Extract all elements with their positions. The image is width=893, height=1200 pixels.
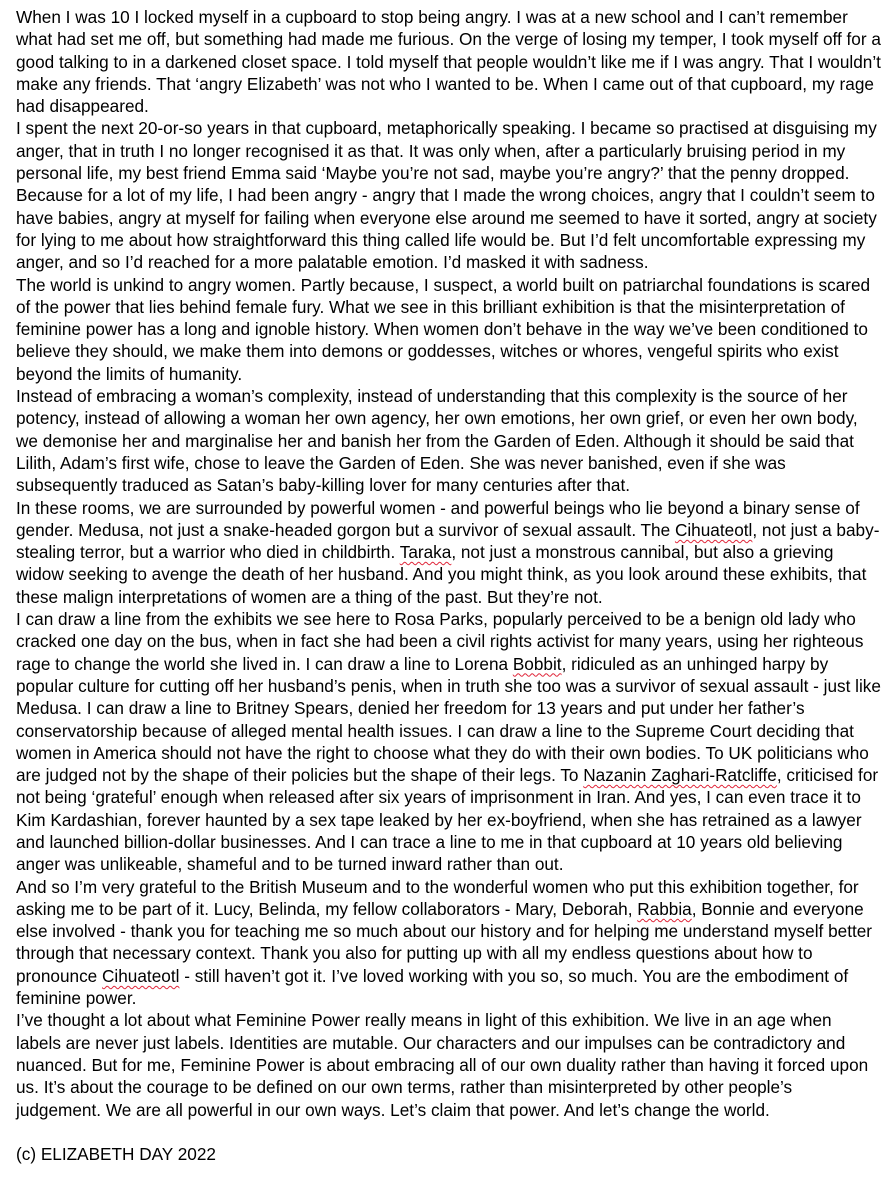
essay-paragraph [16, 6, 881, 117]
essay-paragraph [16, 497, 881, 608]
paragraph-text: In these rooms, we are surrounded by powerful women - and powerful beings who lie beyond a binary sense of gender. Medusa, not just a snake-headed gorgon but a survivor of sexual assault. The [16, 497, 860, 540]
paragraph-text: I’ve thought a lot about what Feminine Power really means in light of this exhibition. We live in an age when labels are never just labels. Identities are mutable. Our characters and our impulses can be contradictory and nuanced. But for me, Feminine Power is about embracing all of our own duality rather than having it forced upon us. It’s about the courage to be defined on our own terms, rather than misinterpreted by other people’s judgement. We are all powerful in our own ways. Let’s claim that power. And let’s change the world. [16, 1010, 869, 1120]
misspelled-word: Bobbit [512, 653, 562, 674]
essay-paragraph [16, 876, 881, 1010]
essay-text [16, 6, 881, 1121]
paragraph-text: , Bonnie and everyone else involved - thank you for teaching me so much about our history and for helping me understand myself better through that necessary context. Thank you also for putting up with all my endless questions about how to pronounce [16, 898, 873, 986]
essay-paragraph [16, 1009, 881, 1120]
misspelled-word: Nazanin Zaghari-Ratcliffe [583, 765, 777, 786]
paragraph-text: When I was 10 I locked myself in a cupboard to stop being angry. I was at a new school and I can’t remember what had set me off, but something had made me furious. On the verge of losing my temper, I took myself off for a good talking to in a darkened closet space. I told myself that people wouldn’t like me if I was angry. That I wouldn’t make any friends. That ‘angry Elizabeth’ was not who I wanted to be. When I came out of that cupboard, my rage had disappeared. [16, 7, 881, 117]
paragraph-text: I can draw a line from the exhibits we see here to Rosa Parks, popularly perceived to be a benign old lady who cracked one day on the bus, when in fact she had been a civil rights activist for many years, using her righteous rage to change the world she lived in. I can draw a line to Lorena [16, 609, 864, 674]
paragraph-text: - still haven’t got it. I’ve loved working with you so, so much. You are the embodiment of feminine power. [16, 965, 849, 1009]
misspelled-word: Cihuateotl [102, 965, 180, 986]
document-body [0, 6, 893, 1165]
misspelled-word: Rabbia [637, 898, 692, 919]
paragraph-text: , not just a monstrous cannibal, but also a grieving widow seeking to avenge the death of her husband. And you might think, as you look around these exhibits, that these malign interpretations of women are a thing of the past. But they’re not. [16, 542, 867, 607]
essay-paragraph [16, 274, 881, 385]
paragraph-text: The world is unkind to angry women. Partly because, I suspect, a world built on patriarchal foundations is scared of the power that lies behind female fury. What we see in this brilliant exhibition is that the misinterpretation of feminine power has a long and ignoble history. When women don’t behave in the way we’ve been conditioned to believe they should, we make them into demons or goddesses, witches or whores, vengeful spirits who exist beyond the limits of humanity. [16, 274, 871, 384]
paragraph-text: , ridiculed as an unhinged harpy by popular culture for cutting off her husband’s penis, when in truth she too was a survivor of sexual assault - just like Medusa. I can draw a line to Britney Spears, denied her freedom for 13 years and put under her father’s conservatorship because of alleged mental health issues. I can draw a line to the Supreme Court deciding that women in America should not have the right to choose what they do with their own bodies. To UK politicians who are judged not by the shape of their policies but the shape of their legs. To [16, 653, 881, 786]
paragraph-text: I spent the next 20-or-so years in that cupboard, metaphorically speaking. I became so practised at disguising my anger, that in truth I no longer recognised it as that. It was only when, after a particularly bruising period in my personal life, my best friend Emma said ‘Maybe you’re not sad, maybe you’re angry?’ that the penny dropped. Because for a lot of my life, I had been angry - angry that I made the wrong choices, angry that I couldn’t seem to have babies, angry at myself for failing when everyone else around me seemed to have it sorted, angry at society for lying to me about how straightforward this thing called life would be. But I’d felt uncomfortable expressing my anger, and so I’d reached for a more palatable emotion. I’d masked it with sadness. [16, 118, 877, 273]
paragraph-text: And so I’m very grateful to the British Museum and to the wonderful women who put this exhibition together, for asking me to be part of it. Lucy, Belinda, my fellow collaborators - Mary, Deborah, [16, 876, 859, 919]
misspelled-word: Cihuateotl [674, 519, 753, 540]
essay-paragraph [16, 117, 881, 273]
copyright-line: (c) ELIZABETH DAY 2022 [16, 1144, 216, 1165]
essay-paragraph [16, 608, 881, 876]
paragraph-text: Instead of embracing a woman’s complexity, instead of understanding that this complexity is the source of her potency, instead of allowing a woman her own agency, her own emotions, her own grief, or even her own body, we demonise her and marginalise her and banish her from the Garden of Eden. Although it should be said that Lilith, Adam’s first wife, chose to leave the Garden of Eden. She was never banished, even if she was subsequently traduced as Satan’s baby-killing lover for many centuries after that. [16, 386, 858, 496]
essay-paragraph [16, 385, 881, 496]
paragraph-text: , criticised for not being ‘grateful’ enough when released after six years of imprisonment in Iran. And yes, I can even trace it to Kim Kardashian, forever haunted by a sex tape leaked by her ex-boyfriend, when she has retrained as a lawyer and launched billion-dollar businesses. And I can trace a line to me in that cupboard at 10 years old believing anger was unlikeable, shameful and to be turned inward rather than out. [16, 765, 879, 875]
misspelled-word: Taraka [399, 542, 452, 563]
paragraph-text: , not just a baby-stealing terror, but a warrior who died in childbirth. [16, 519, 880, 563]
